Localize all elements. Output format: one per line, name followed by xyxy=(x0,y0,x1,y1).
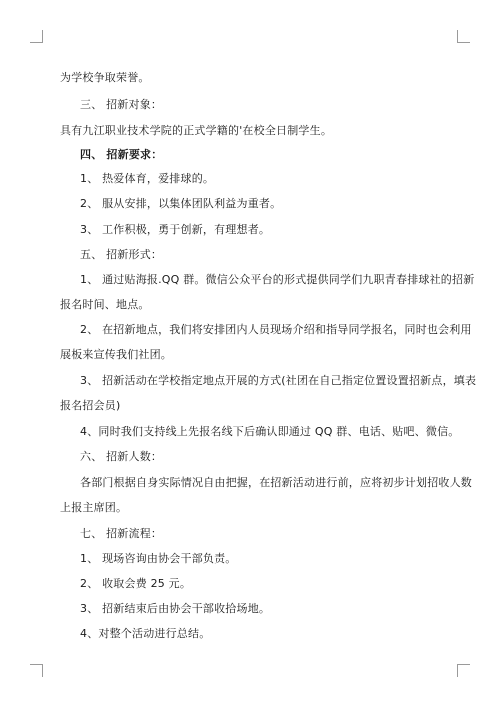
paragraph-line: 上报主席团。 xyxy=(60,501,128,514)
list-item: 1、 通过贴海报.QQ 群。微信公众平台的形式提供同学们九职青春排球社的招新 xyxy=(80,273,475,286)
list-item: 1、 现场咨询由协会干部负责。 xyxy=(80,552,237,565)
section-heading: 四、 招新要求： xyxy=(80,148,163,161)
list-item: 1、 热爱体育，爱排球的。 xyxy=(80,172,215,185)
list-item: 2、 服从安排，以集体团队利益为重者。 xyxy=(80,197,282,210)
list-item: 2、 在招新地点，我们将安排团内人员现场介绍和指导同学报名，同时也会利用 xyxy=(80,323,472,336)
section-heading: 三、 招新对象： xyxy=(80,98,163,111)
section-heading: 六、 招新人数： xyxy=(80,450,163,463)
paragraph-line: 为学校争取荣誉。 xyxy=(60,71,150,84)
list-item: 4、对整个活动进行总结。 xyxy=(80,627,211,640)
list-item-continuation: 报名时间、地点。 xyxy=(60,298,150,311)
section-heading: 七、 招新流程： xyxy=(80,527,163,540)
list-item: 4、同时我们支持线上先报名线下后确认即通过 QQ 群、电话、贴吧、微信。 xyxy=(80,425,460,438)
paragraph-line: 具有九江职业技术学院的正式学籍的'在校全日制学生。 xyxy=(60,124,333,137)
paragraph-line: 各部门根据自身实际情况自由把握，在招新活动进行前，应将初步计划招收人数 xyxy=(80,476,472,489)
list-item-continuation: 报名招会员) xyxy=(60,399,121,412)
crop-mark-top-left xyxy=(30,30,43,43)
list-item: 2、 收取会费 25 元。 xyxy=(80,577,192,590)
section-heading: 五、 招新形式： xyxy=(80,248,163,261)
list-item: 3、 工作积极，勇于创新，有理想者。 xyxy=(80,223,271,236)
crop-mark-top-right xyxy=(457,30,470,43)
crop-mark-bottom-left xyxy=(30,664,43,677)
list-item-continuation: 展板来宣传我们社团。 xyxy=(60,348,172,361)
list-item: 3、 招新结束后由协会干部收拾场地。 xyxy=(80,602,271,615)
crop-mark-bottom-right xyxy=(457,664,470,677)
list-item: 3、 招新活动在学校指定地点开展的方式(社团在自己指定位置设置招新点，填表 xyxy=(80,374,477,387)
